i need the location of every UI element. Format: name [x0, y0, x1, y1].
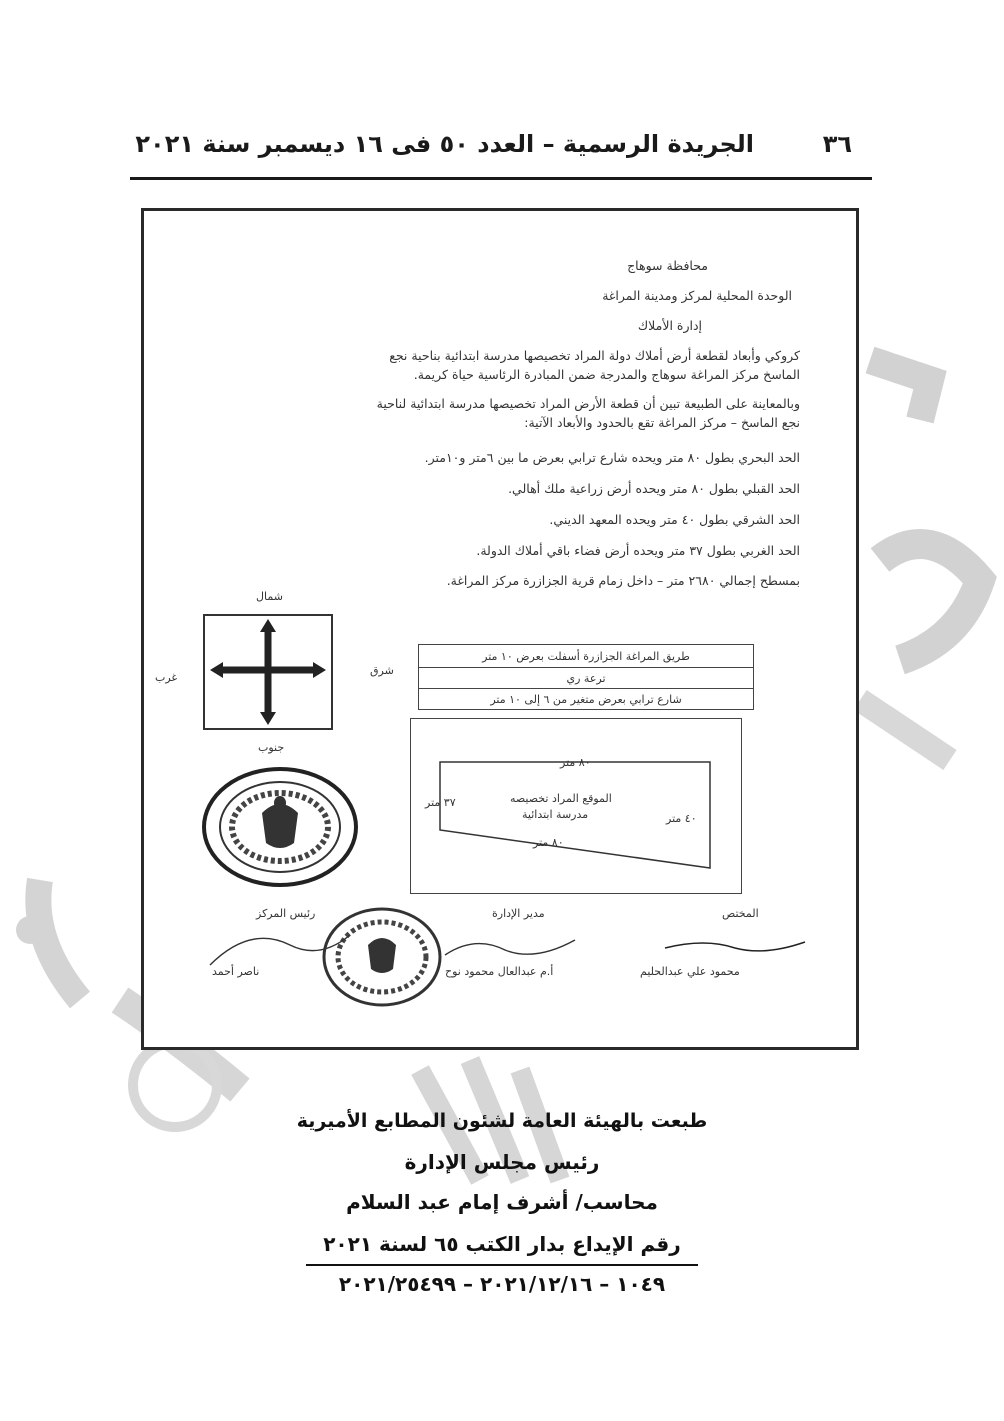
boundary-east: الحد الشرقي بطول ٤٠ متر ويحده المعهد الديني.: [549, 512, 800, 527]
specialist-title: المختص: [722, 907, 759, 920]
compass-south-label: جنوب: [258, 741, 285, 754]
doc-governorate: محافظة سوهاج: [627, 258, 708, 273]
page-number: ٣٦: [822, 130, 852, 158]
compass-arrows-icon: [205, 616, 331, 728]
compass-west-label: غرب: [155, 671, 178, 684]
boundary-south: الحد القبلي بطول ٨٠ متر ويحده أرض زراعية ملك أهالي.: [508, 481, 800, 496]
footer-chairman-name: محاسب/ أشرف إمام عبد السلام: [346, 1190, 658, 1214]
boundary-north: الحد البحري بطول ٨٠ متر ويحده شارع ترابي بعرض ما بين ٦متر و١٠متر.: [424, 450, 800, 465]
total-area: بمسطح إجمالي ٢٦٨٠ متر – داخل زمام قرية الجزازرة مركز المراغة.: [446, 573, 800, 588]
doc-intro: كروكي وأبعاد لقطعة أرض أملاك دولة المراد تخصيصها مدرسة ابتدائية بناحية نجع الماسخ مركز المراغة سوهاج والمدرجة ضمن المبادرة الرئاسية حياة كريمة.: [389, 348, 800, 382]
east-dirt-road: شارع ترابي بعرض متغير من ٦ إلى ١٠ متر: [418, 688, 754, 710]
footer-chairman-title: رئيس مجلس الإدارة: [404, 1150, 600, 1174]
plot-west-length: ٣٧ متر: [425, 796, 456, 809]
east-road: طريق المراغة الجزازرة أسفلت بعرض ١٠ متر: [418, 644, 754, 668]
boundary-west: الحد الغربي بطول ٣٧ متر ويحده أرض فضاء باقي أملاك الدولة.: [476, 543, 800, 558]
compass-rose: [203, 614, 333, 730]
manager-title: مدير الإدارة: [492, 907, 545, 920]
header-title: الجريدة الرسمية – العدد ٥٠ فى ١٦ ديسمبر سنة ٢٠٢١: [135, 130, 754, 158]
footer-code: ١٠٤٩ – ٢٠٢١/١٢/١٦ – ٢٠٢١/٢٥٤٩٩: [338, 1272, 666, 1296]
plot-bottom-length: ٨٠ متر: [533, 836, 564, 849]
header-rule: [130, 177, 872, 180]
doc-unit: الوحدة المحلية لمركز ومدينة المراغة: [602, 288, 792, 303]
compass-north-label: شمال: [256, 590, 283, 603]
doc-department: إدارة الأملاك: [637, 318, 702, 333]
plot-label-line2: مدرسة ابتدائية: [522, 808, 589, 821]
plot-label-line1: الموقع المراد تخصيصه: [510, 792, 612, 805]
specialist-name: محمود علي عبدالحليم: [640, 965, 740, 978]
footer-printed-by: طبعت بالهيئة العامة لشئون المطابع الأميرية: [296, 1110, 708, 1132]
plot-top-length: ٨٠ متر: [560, 756, 591, 769]
head-name: ناصر أحمد: [212, 965, 260, 978]
head-title: رئيس المركز: [256, 907, 316, 920]
compass-east-label: شرق: [370, 664, 394, 677]
manager-signature-icon: [440, 930, 580, 970]
plot-east-length: ٤٠ متر: [666, 812, 697, 825]
east-canal: ترعة ري: [418, 667, 754, 689]
specialist-signature-icon: [660, 930, 810, 960]
footer-rule: [306, 1264, 698, 1266]
plot-outline: [410, 718, 742, 894]
manager-name: أ.م عبدالعال محمود نوح: [445, 965, 554, 978]
official-seal-icon: [200, 765, 360, 890]
footer-deposit: رقم الإيداع بدار الكتب ٦٥ لسنة ٢٠٢١: [323, 1232, 681, 1256]
doc-inspection: وبالمعاينة على الطبيعة تبين أن قطعة الأرض المراد تخصيصها مدرسة ابتدائية لناحية نجع الماسخ – مركز المراغة تقع بالحدود والأبعاد الآتية:: [376, 396, 800, 430]
